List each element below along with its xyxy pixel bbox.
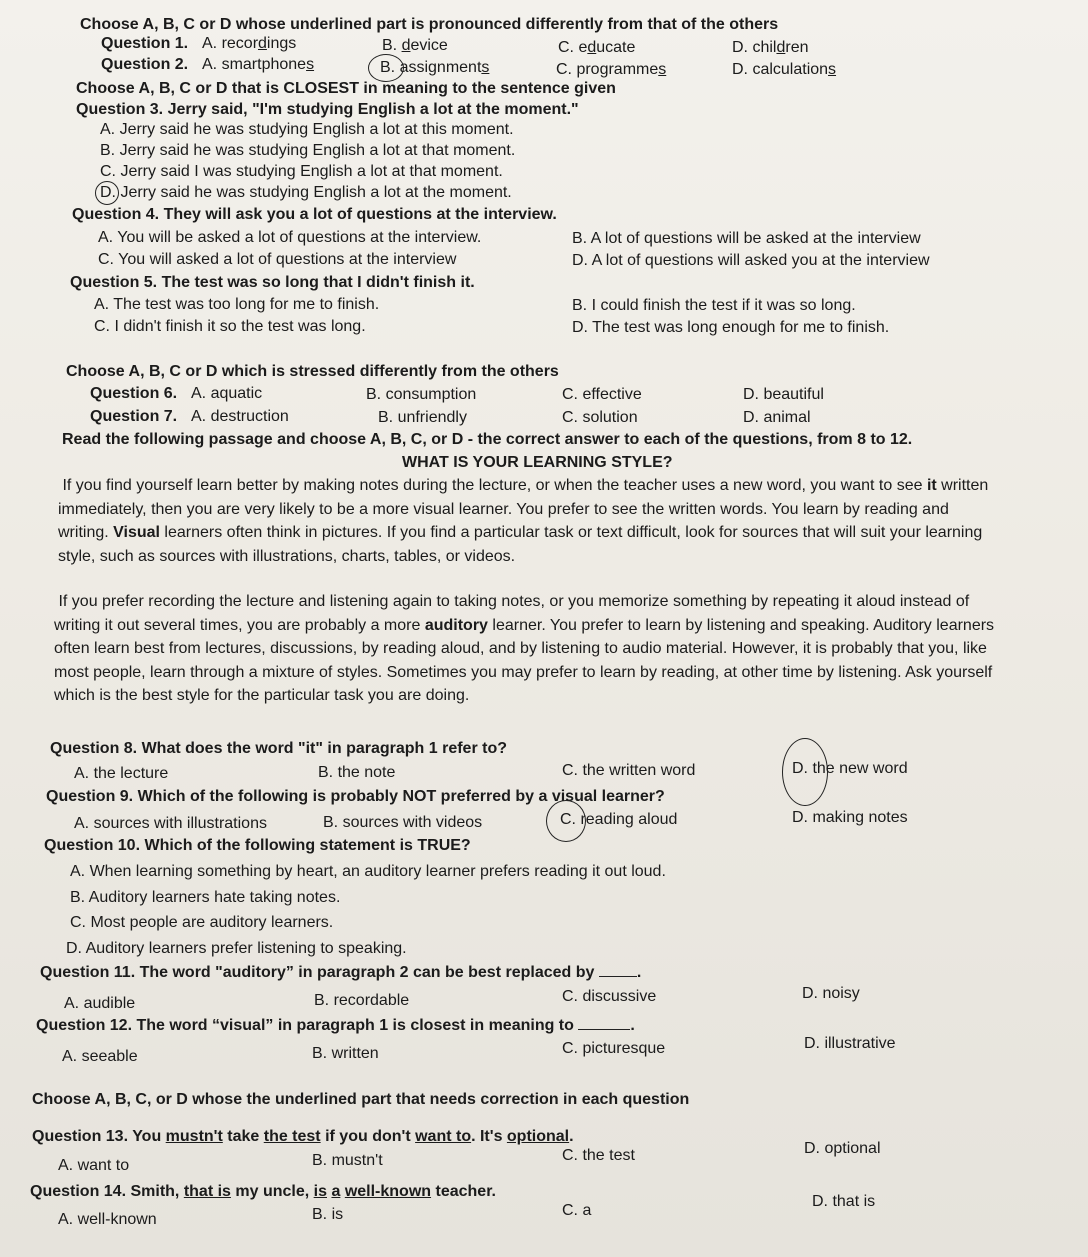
q6-option-c[interactable]: C. effective [562, 386, 642, 403]
q3-option-d[interactable]: D. Jerry said he was studying English a lot at the moment. [100, 184, 512, 201]
q7-option-a[interactable]: A. destruction [191, 408, 289, 425]
q2-option-d[interactable]: D. calculations [732, 61, 837, 78]
q1-option-a[interactable]: A. recordings [202, 35, 297, 52]
q10-option-d[interactable]: D. Auditory learners prefer listening to speaking. [66, 940, 407, 957]
q2-option-c[interactable]: C. programmes [556, 61, 667, 78]
q13-option-c[interactable]: C. the test [562, 1147, 635, 1164]
q2-label: Question 2. [101, 56, 189, 73]
q12-option-c[interactable]: C. picturesque [562, 1040, 666, 1057]
q11-option-c[interactable]: C. discussive [562, 988, 657, 1005]
q3-stem: Question 3. Jerry said, "I'm studying English a lot at the moment." [76, 101, 579, 118]
q9-option-c[interactable]: C. reading aloud [560, 811, 678, 828]
q4-stem: Question 4. They will ask you a lot of questions at the interview. [72, 206, 557, 223]
passage-paragraph-2: If you prefer recording the lecture and listening again to taking notes, or you memorize something by repeating it aloud instead of writing it out several times, you are probably a more auditory learner. You prefer to learn by listening and speaking. Auditory learners often learn best from lectures, discussions, by reading aloud, and by listening to audio material. However, it is probably that you, like most people, learn through a mixture of styles. Sometimes you may prefer to learn by reading, at other time by listening. Ask yourself which is the best style for the particular task you are doing. [54, 593, 995, 704]
q1-option-c[interactable]: C. educate [558, 39, 636, 56]
q8-stem: Question 8. What does the word "it" in paragraph 1 refer to? [50, 740, 507, 757]
q4-option-a[interactable]: A. You will be asked a lot of questions at the interview. [98, 229, 482, 246]
q6-label: Question 6. [90, 385, 178, 402]
section-heading-closest: Choose A, B, C or D that is CLOSEST in meaning to the sentence given [76, 80, 616, 97]
passage-title: WHAT IS YOUR LEARNING STYLE? [402, 454, 673, 471]
q12-option-a[interactable]: A. seeable [62, 1048, 138, 1065]
q13-option-b[interactable]: B. mustn't [312, 1152, 383, 1169]
q14-stem: Question 14. Smith, that is my uncle, is a well-known teacher. [30, 1183, 496, 1200]
q14-option-d[interactable]: D. that is [812, 1193, 876, 1210]
q5-option-a[interactable]: A. The test was too long for me to finish. [94, 296, 380, 313]
q14-option-a[interactable]: A. well-known [58, 1211, 157, 1228]
q14-option-c[interactable]: C. a [562, 1202, 592, 1219]
q14-option-b[interactable]: B. is [312, 1206, 344, 1223]
q10-option-a[interactable]: A. When learning something by heart, an auditory learner prefers reading it out loud. [70, 863, 666, 880]
q12-blank [578, 1015, 630, 1030]
q8-option-b[interactable]: B. the note [318, 764, 396, 781]
q5-option-b[interactable]: B. I could finish the test if it was so long. [572, 297, 856, 314]
q4-option-b[interactable]: B. A lot of questions will be asked at the interview [572, 230, 921, 247]
q13-stem: Question 13. You mustn't take the test if you don't want to. It's optional. [32, 1128, 574, 1145]
q7-label: Question 7. [90, 408, 178, 425]
passage-paragraph-1: If you find yourself learn better by making notes during the lecture, or when the teacher uses a new word, you want to see it written immediately, then you are very likely to be a more visual learner. You prefer to see the written words. You learn by reading and writing. Visual learners often think in pictures. If you find a particular task or text difficult, look for sources that will suit your learning style, such as sources with illustrations, charts, tables, or videos. [58, 477, 989, 565]
section-heading-stress: Choose A, B, C or D which is stressed differently from the others [66, 363, 559, 380]
q1-option-b[interactable]: B. device [382, 37, 448, 54]
q13-option-a[interactable]: A. want to [58, 1157, 130, 1174]
q10-option-c[interactable]: C. Most people are auditory learners. [70, 914, 334, 931]
q9-stem: Question 9. Which of the following is probably NOT preferred by a visual learner? [46, 788, 665, 805]
q5-stem: Question 5. The test was so long that I didn't finish it. [70, 274, 475, 291]
q8-option-c[interactable]: C. the written word [562, 762, 696, 779]
q7-option-b[interactable]: B. unfriendly [378, 409, 467, 426]
q3-option-c[interactable]: C. Jerry said I was studying English a lot at that moment. [100, 163, 503, 180]
q8-option-d[interactable]: D. the new word [792, 760, 908, 777]
q11-stem: Question 11. The word "auditory” in paragraph 2 can be best replaced by . [40, 964, 642, 981]
q11-blank [599, 962, 637, 977]
q3-option-a[interactable]: A. Jerry said he was studying English a lot at this moment. [100, 121, 514, 138]
q4-option-d[interactable]: D. A lot of questions will asked you at the interview [572, 252, 930, 269]
q6-option-b[interactable]: B. consumption [366, 386, 477, 403]
q5-option-c[interactable]: C. I didn't finish it so the test was long. [94, 318, 366, 335]
q3-option-b[interactable]: B. Jerry said he was studying English a lot at that moment. [100, 142, 516, 159]
q9-option-a[interactable]: A. sources with illustrations [74, 815, 267, 832]
q12-stem: Question 12. The word “visual” in paragraph 1 is closest in meaning to . [36, 1017, 635, 1034]
q11-option-b[interactable]: B. recordable [314, 992, 410, 1009]
q10-option-b[interactable]: B. Auditory learners hate taking notes. [70, 889, 341, 906]
section-heading-correction: Choose A, B, C, or D whose the underlined part that needs correction in each question [32, 1091, 690, 1108]
q2-option-b[interactable]: B. assignments [380, 59, 490, 76]
q6-option-d[interactable]: D. beautiful [743, 386, 824, 403]
q7-option-c[interactable]: C. solution [562, 409, 638, 426]
q11-option-a[interactable]: A. audible [64, 995, 136, 1012]
q1-option-d[interactable]: D. children [732, 39, 809, 56]
q8-option-a[interactable]: A. the lecture [74, 765, 169, 782]
q2-option-a[interactable]: A. smartphones [202, 56, 315, 73]
q6-option-a[interactable]: A. aquatic [191, 385, 263, 402]
q13-option-d[interactable]: D. optional [804, 1140, 881, 1157]
q4-option-c[interactable]: C. You will asked a lot of questions at the interview [98, 251, 457, 268]
q10-stem: Question 10. Which of the following statement is TRUE? [44, 837, 471, 854]
q5-option-d[interactable]: D. The test was long enough for me to finish. [572, 319, 890, 336]
section-heading-pronunciation: Choose A, B, C or D whose underlined part is pronounced differently from that of the others [80, 16, 779, 33]
q7-option-d[interactable]: D. animal [743, 409, 811, 426]
q12-option-d[interactable]: D. illustrative [804, 1035, 896, 1052]
q11-option-d[interactable]: D. noisy [802, 985, 860, 1002]
q12-option-b[interactable]: B. written [312, 1045, 379, 1062]
q1-label: Question 1. [101, 35, 189, 52]
q9-option-b[interactable]: B. sources with videos [323, 814, 483, 831]
q9-option-d[interactable]: D. making notes [792, 809, 908, 826]
section-heading-reading: Read the following passage and choose A, B, C, or D - the correct answer to each of the questions, from 8 to 12. [62, 431, 913, 448]
